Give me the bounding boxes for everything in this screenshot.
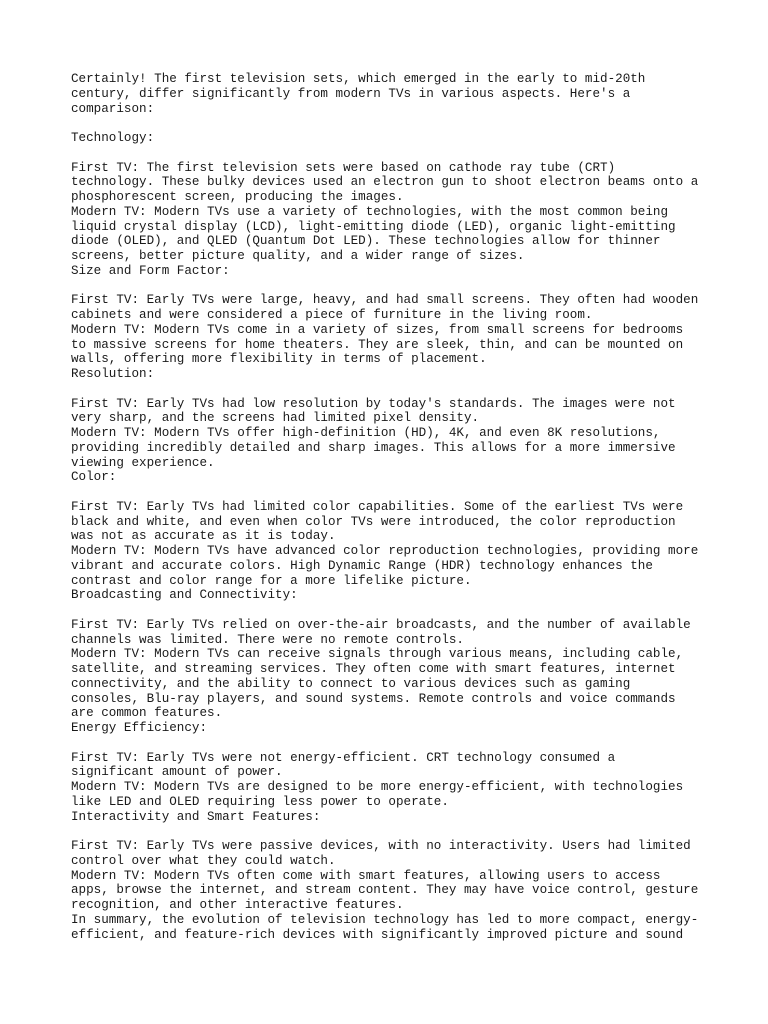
paragraph-gap [71,116,728,131]
interactivity-first-tv: First TV: Early TVs were passive devices, with no interactivity. Users had limited control over what they could watch. [71,839,691,868]
interactivity-modern-tv: Modern TV: Modern TVs often come with smart features, allowing users to access apps, browse the internet, and stream content. They may have voice control, gesture recognition, and other interactive features. [71,868,699,912]
intro-paragraph: Certainly! The first television sets, which emerged in the early to mid-20th century, differ significantly from modern TVs in various aspects. Here's a comparison: [71,72,646,116]
color-first-tv: First TV: Early TVs had limited color capabilities. Some of the earliest TVs were black and white, and even when color TVs were introduced, the color reproduction was not as accurate as it is today. [71,499,684,544]
broadcasting-modern-tv: Modern TV: Modern TVs can receive signals through various means, including cable, satellite, and streaming services. They often come with smart features, internet connectivity, and the ability to connect to various devices such as gaming consoles, Blu-ray players, and sound systems. Remote controls and voice commands are common features. [71,647,684,721]
energy-first-tv: First TV: Early TVs were not energy-efficient. CRT technology consumed a significant amount of power. [71,750,616,780]
section-heading-resolution: Resolution: [71,367,155,381]
paragraph-gap [71,279,728,294]
paragraph-gap [71,603,728,618]
paragraph-gap [71,736,728,751]
section-heading-technology: Technology: [71,131,155,145]
section-heading-interactivity: Interactivity and Smart Features: [71,809,321,824]
energy-modern-tv: Modern TV: Modern TVs are designed to be more energy-efficient, with technologies like LED and OLED requiring less power to operate. [71,780,684,809]
resolution-first-tv: First TV: Early TVs had low resolution by today's standards. The images were not very sharp, and the screens had limited pixel density. [71,396,676,426]
section-heading-color: Color: [71,470,117,485]
size-modern-tv: Modern TV: Modern TVs come in a variety of sizes, from small screens for bedrooms to massive screens for home theaters. They are sleek, thin, and can be mounted on walls, offering more flexibility in terms of placement. [71,322,684,367]
section-heading-size: Size and Form Factor: [71,263,230,278]
broadcasting-first-tv: First TV: Early TVs relied on over-the-air broadcasts, and the number of available channels was limited. There were no remote controls. [71,617,691,647]
document-body [71,72,728,942]
technology-modern-tv: Modern TV: Modern TVs use a variety of technologies, with the most common being liquid crystal display (LCD), light-emitting diode (LED), organic light-emitting diode (OLED), and QLED (Quantum Dot LED). These technologies allow for thinner screens, better picture quality, and a wider range of sizes. [71,204,676,263]
size-first-tv: First TV: Early TVs were large, heavy, and had small screens. They often had wooden cabinets and were considered a piece of furniture in the living room. [71,293,699,322]
paragraph-gap [71,485,728,500]
paragraph-gap [71,382,728,397]
section-heading-broadcasting: Broadcasting and Connectivity: [71,588,298,603]
paragraph-gap [71,146,728,161]
paragraph-gap [71,824,728,839]
technology-first-tv: First TV: The first television sets were based on cathode ray tube (CRT) technology. These bulky devices used an electron gun to shoot electron beams onto a phosphorescent screen, producing the images. [71,160,699,204]
section-heading-energy: Energy Efficiency: [71,721,208,735]
color-modern-tv: Modern TV: Modern TVs have advanced color reproduction technologies, providing more vibrant and accurate colors. High Dynamic Range (HDR) technology enhances the contrast and color range for a more lifelike picture. [71,544,699,588]
resolution-modern-tv: Modern TV: Modern TVs offer high-definition (HD), 4K, and even 8K resolutions, providing incredibly detailed and sharp images. This allows for a more immersive viewing experience. [71,426,676,470]
summary-paragraph: In summary, the evolution of television technology has led to more compact, energy- efficient, and feature-rich devices with significantly improved picture and sound [71,912,699,942]
